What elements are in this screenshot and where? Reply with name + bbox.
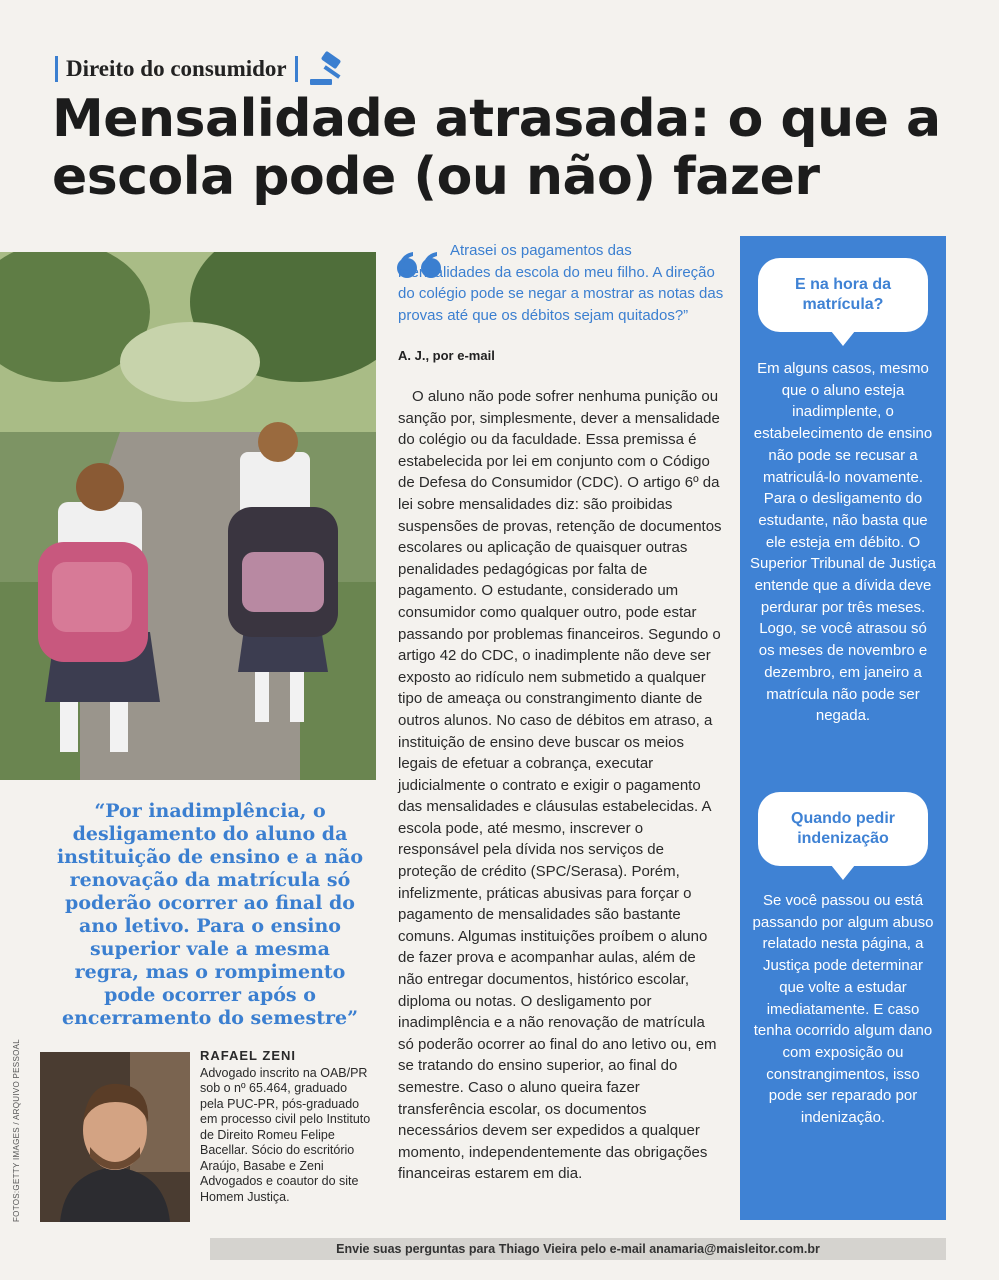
article-photo: [0, 252, 376, 780]
section-label: Direito do consumidor: [66, 56, 287, 81]
speech-bubble-tail: [831, 331, 855, 346]
article-body: O aluno não pode sofrer nenhuma punição ou sanção por, simplesmente, dever a mensalidade do colégio ou da faculdade. Essa premissa é estabelecida por lei em conjunto com o Código de Defesa do Consumidor (CDC). O artigo 6º da lei sobre mensalidades diz: são proibidas suspensões de provas, retenção de documentos escolares ou aplicação de quaisquer outras penalidades pedagógicas por falta de pagamento. O estudante, considerado um consumidor como qualquer outro, pode estar passando por problemas financeiros. Segundo o artigo 42 do CDC, o inadimplente não deve ser exposto ao ridículo nem submetido a qualquer tipo de ameaça ou constrangimento diante de outros alunos. No caso de débitos em atraso, a instituição de ensino deve buscar os meios legais de efetuar a cobrança, executar judicialmente o contrato e exigir o pagamento das mensalidades e cláusulas estabelecidas. A escola pode, até mesmo, inscrever o responsável pela dívida nos serviços de proteção de crédito (SPC/Serasa). Porém, infelizmente, práticas abusivas para forçar o pagamento de mensalidades são bastante comuns. Algumas instituições proíbem o aluno de fazer prova e acompanhar aulas, além de não entregar documentos, histórico escolar, diploma ou notas. O desligamento por inadimplência e a não renovação de matrícula só poderão ocorrer ao final do ano letivo ou, em se tratando do ensino superior, ao final do semestre. Caso o aluno queira fazer transferência escolar, os documentos necessários devem ser expedidos a qualquer momento, independentemente das obrigações financeiras estarem em dia.: [398, 388, 722, 1183]
sidebar-heading-1: [758, 258, 928, 332]
author-block: [200, 1048, 372, 1205]
section-bar-left: [55, 56, 58, 82]
sidebar-heading-2-text: Quando pedir indenização: [791, 810, 895, 847]
reader-question: Atrasei os pagamentos das mensalidades da escola do meu filho. A direção do colégio pode se negar a mostrar as notas das provas até que os débitos sejam quitados?”: [398, 242, 724, 324]
article-title: Mensalidade atrasada: o que a escola pode (ou não) fazer: [52, 89, 941, 207]
footer-bar: Envie suas perguntas para Thiago Vieira pelo e-mail anamaria@maisleitor.com.br: [210, 1238, 946, 1260]
section-header: [55, 52, 354, 86]
sidebar: [740, 236, 946, 1220]
sidebar-text-2: Se você passou ou está passando por algum abuso relatado nesta página, a Justiça pode determinar que volte a estudar imediatamente. E caso tenha ocorrido algum dano com exposição ou constrangimentos, isso pode ser reparado por indenização.: [752, 892, 934, 1127]
question-signature: A. J., por e-mail: [398, 348, 495, 363]
sidebar-heading-2: [758, 792, 928, 866]
author-photo: [40, 1052, 190, 1222]
sidebar-heading-1-text: E na hora da matrícula?: [794, 276, 892, 313]
sidebar-text-1: Em alguns casos, mesmo que o aluno esteja inadimplente, o estabelecimento de ensino não pode se recusar a matriculá-lo novamente. Para o desligamento do estudante, não basta que ele esteja em débito. O Superior Tribunal de Justiça entende que a dívida deve perdurar por três meses. Logo, se você atrasou só os meses de novembro e dezembro, em janeiro a matrícula não pode ser negada.: [750, 360, 936, 725]
photo-credit: FOTOS:GETTY IMAGES / ARQUIVO PESSOAL: [12, 1039, 21, 1222]
gavel-icon: [308, 51, 354, 87]
pull-quote: “Por inadimplência, o desligamento do aluno da instituição de ensino e a não renovação da matrícula só poderão ocorrer ao final do ano letivo. Para o ensino superior vale a mesma regra, mas o rompimento pode ocorrer após o encerramento do semestre”: [56, 800, 364, 1029]
author-name: RAFAEL ZENI: [200, 1048, 296, 1063]
speech-bubble-tail: [831, 865, 855, 880]
section-bar-right: [295, 56, 298, 82]
author-bio: Advogado inscrito na OAB/PR sob o nº 65.464, graduado pela PUC-PR, pós-graduado em processo civil pelo Instituto de Direito Romeu Felipe Bacellar. Sócio do escritório Araújo, Basabe e Zeni Advogados e coautor do site Homem Justiça.: [200, 1065, 371, 1204]
